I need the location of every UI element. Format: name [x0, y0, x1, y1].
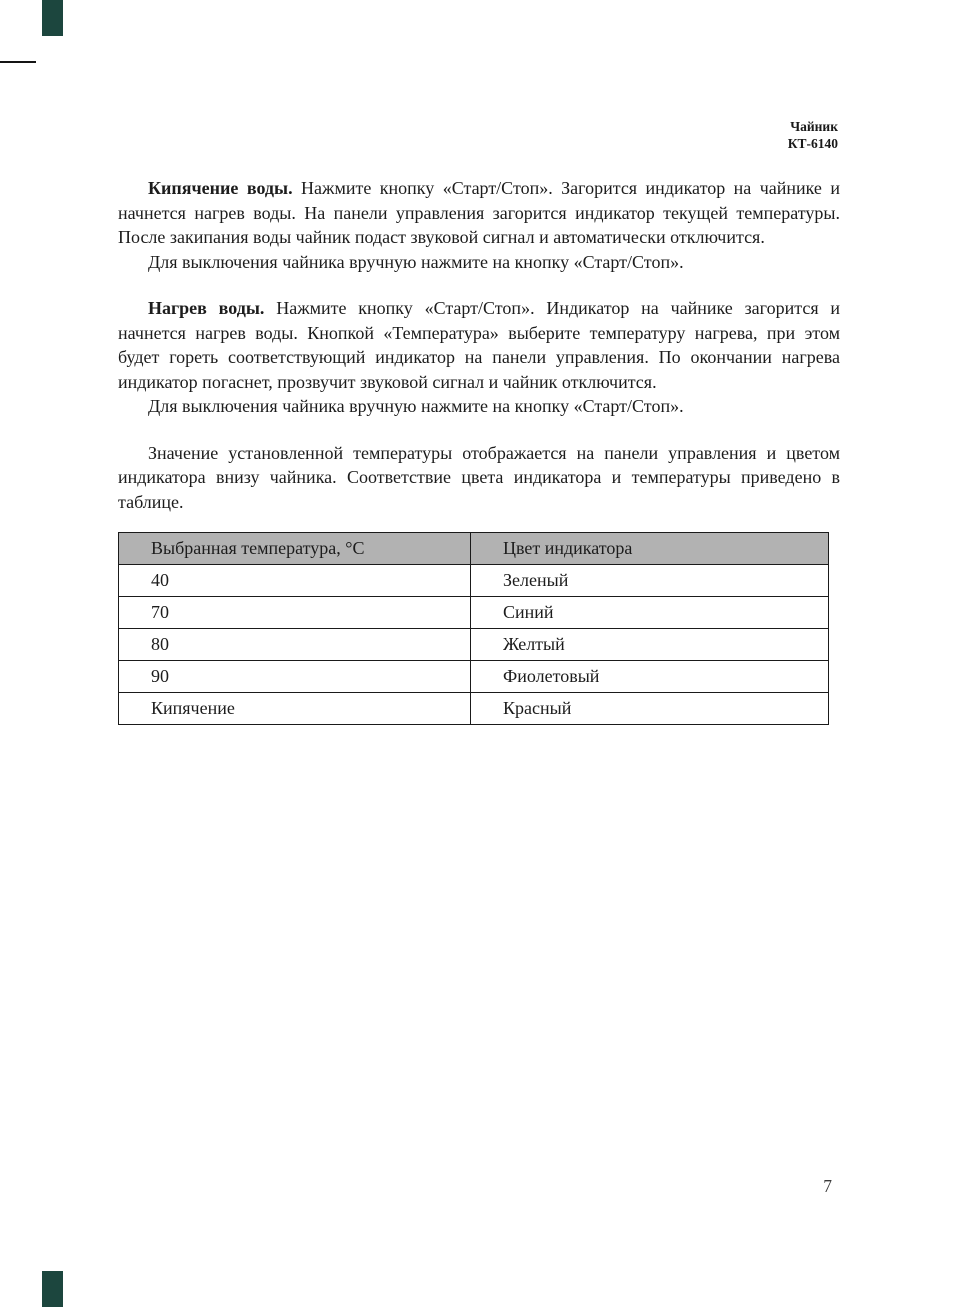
- page-number: 7: [823, 1176, 832, 1196]
- table-row: [119, 597, 829, 629]
- column-header-temperature: Выбранная температура, °С: [119, 533, 471, 565]
- table-row: [119, 693, 829, 725]
- color-cell: Фиолетовый: [471, 661, 829, 693]
- boiling-lead: Кипячение воды.: [148, 178, 293, 198]
- color-cell: Желтый: [471, 629, 829, 661]
- boiling-text: Нажмите кнопку «Старт/Стоп». Загорится индикатор на чайнике и начнется нагрев воды. На панели управления загорится индикатор текущей температуры. После закипания воды чайник подаст звуковой сигнал и автоматически отключится.: [118, 178, 840, 247]
- heating-text: Нажмите кнопку «Старт/Стоп». Индикатор на чайнике загорится и начнется нагрев воды. Кнопкой «Температура» выберите температуру нагрева, при этом будет гореть соответствующий индикатор на панели управления. По окончании нагрева индикатор погаснет, прозвучит звуковой сигнал и чайник отключится.: [118, 298, 841, 392]
- page-header: [788, 118, 838, 152]
- column-header-color: Цвет индикатора: [471, 533, 829, 565]
- table-row: [119, 629, 829, 661]
- paragraph-heating-note: Для выключения чайника вручную нажмите на кнопку «Старт/Стоп».: [148, 396, 684, 416]
- color-cell: Красный: [471, 693, 829, 725]
- registration-mark-bottom: [42, 1271, 63, 1307]
- document-content: [118, 176, 840, 725]
- section-gap: [118, 274, 840, 296]
- temp-cell: 90: [119, 661, 471, 693]
- color-cell: Синий: [471, 597, 829, 629]
- registration-mark-line: [0, 61, 36, 63]
- temp-cell: 80: [119, 629, 471, 661]
- table-row: [119, 661, 829, 693]
- registration-mark-top: [42, 0, 63, 36]
- paragraph-heating: [118, 296, 840, 394]
- paragraph-boiling-note: Для выключения чайника вручную нажмите на кнопку «Старт/Стоп».: [148, 251, 684, 272]
- color-cell: Зеленый: [471, 565, 829, 597]
- paragraph-temperature-info: Значение установленной температуры отображается на панели управления и цветом индикатора внизу чайника. Соответствие цвета индикатора и температуры приведено в таблице.: [118, 442, 840, 512]
- paragraph-boiling: [118, 176, 840, 250]
- section-gap: [118, 419, 840, 441]
- table-header-row: [119, 533, 829, 565]
- header-product-name: Чайник: [790, 119, 838, 134]
- temp-cell: 40: [119, 565, 471, 597]
- table-row: [119, 565, 829, 597]
- temp-cell: Кипячение: [119, 693, 471, 725]
- temp-cell: 70: [119, 597, 471, 629]
- heating-lead: Нагрев воды.: [148, 298, 265, 318]
- temperature-color-table: [118, 532, 829, 725]
- header-model-number: КТ-6140: [787, 136, 838, 151]
